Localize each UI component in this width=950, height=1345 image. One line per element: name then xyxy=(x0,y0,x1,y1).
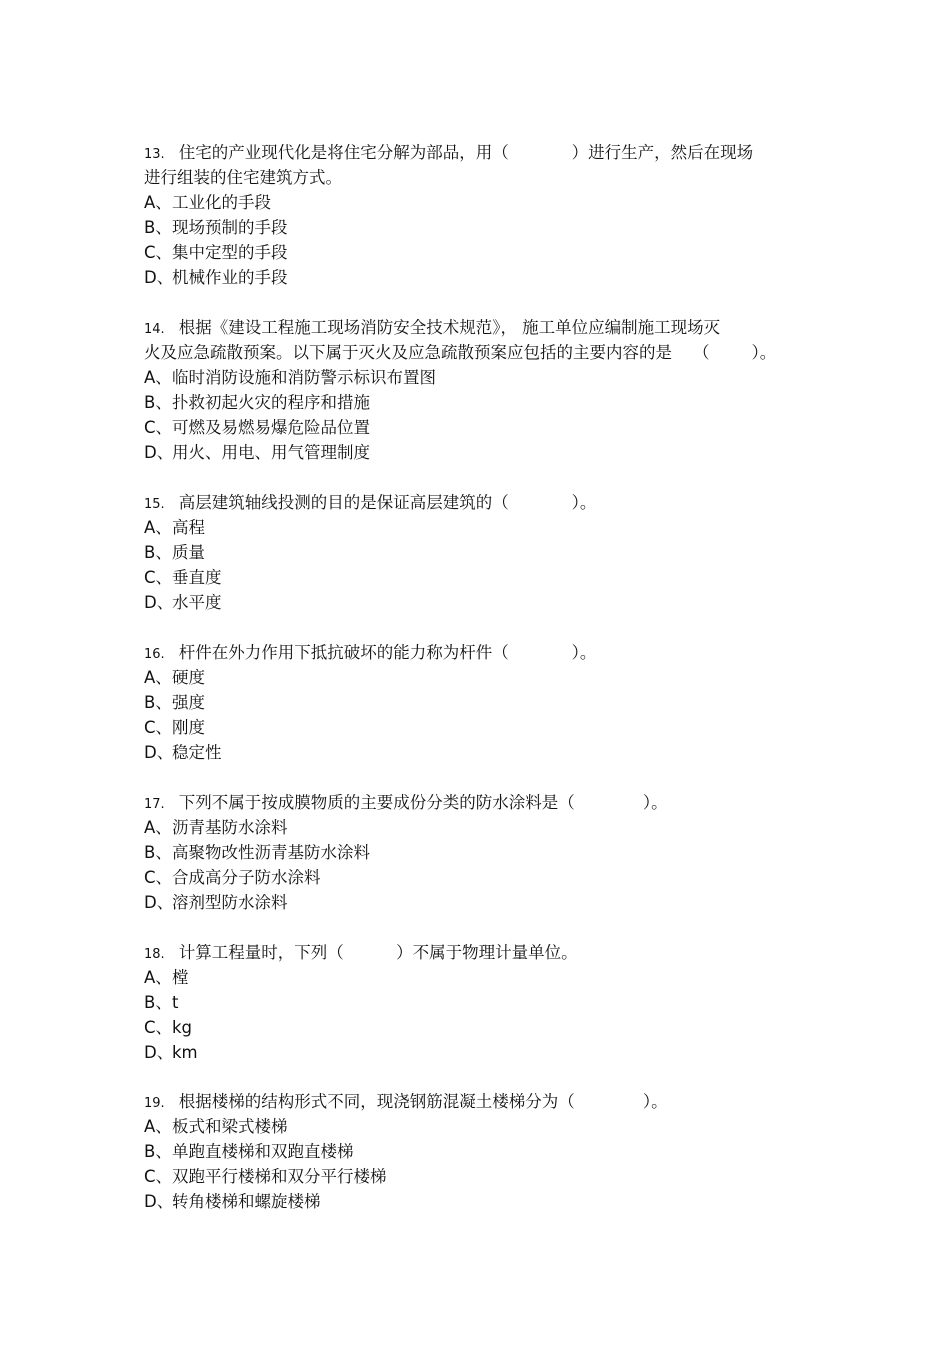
option-text: 强度 xyxy=(172,693,205,712)
option-text: 刚度 xyxy=(172,718,205,737)
option-text: 扑救初起火灾的程序和措施 xyxy=(172,393,370,412)
option-letter: C、 xyxy=(144,1167,173,1186)
option-letter: C、 xyxy=(144,1018,173,1037)
question-stem xyxy=(144,490,844,515)
option-a xyxy=(144,515,844,540)
option-a xyxy=(144,1114,844,1139)
option-b xyxy=(144,1139,844,1164)
option-letter: B、 xyxy=(144,218,172,237)
option-letter: A、 xyxy=(144,818,172,837)
question-number: 17. xyxy=(144,797,165,812)
option-letter: B、 xyxy=(144,1142,172,1161)
question-17 xyxy=(144,790,844,915)
option-text: 水平度 xyxy=(172,593,222,612)
option-letter: D、 xyxy=(144,1192,174,1211)
question-15 xyxy=(144,490,844,615)
question-14 xyxy=(144,315,844,465)
option-text: 溶剂型防水涂料 xyxy=(172,893,288,912)
option-letter: A、 xyxy=(144,193,172,212)
option-b xyxy=(144,690,844,715)
option-text: 用火、用电、用气管理制度 xyxy=(172,443,370,462)
option-b xyxy=(144,840,844,865)
question-stem xyxy=(144,1089,844,1114)
option-c xyxy=(144,1164,844,1189)
option-d xyxy=(144,590,844,615)
question-number: 19. xyxy=(144,1096,165,1111)
option-d xyxy=(144,440,844,465)
option-letter: D、 xyxy=(144,743,174,762)
question-stem xyxy=(144,790,844,815)
question-number: 16. xyxy=(144,647,165,662)
option-text: 质量 xyxy=(172,543,205,562)
option-text: 沥青基防水涂料 xyxy=(172,818,288,837)
question-stem xyxy=(144,640,844,665)
option-text: 板式和梁式楼梯 xyxy=(172,1117,288,1136)
option-c xyxy=(144,415,844,440)
option-text: 单跑直楼梯和双跑直楼梯 xyxy=(172,1142,354,1161)
option-letter: D、 xyxy=(144,593,174,612)
option-c xyxy=(144,1015,844,1040)
question-19 xyxy=(144,1089,844,1214)
question-stem xyxy=(144,315,844,340)
option-text: 现场预制的手段 xyxy=(172,218,288,237)
option-letter: C、 xyxy=(144,868,173,887)
option-text: 高程 xyxy=(172,518,205,537)
question-text: 杆件在外力作用下抵抗破坏的能力称为杆件（ ）。 xyxy=(178,643,597,662)
question-13 xyxy=(144,140,844,290)
option-letter: C、 xyxy=(144,418,173,437)
question-18 xyxy=(144,940,844,1065)
option-c xyxy=(144,865,844,890)
option-b xyxy=(144,215,844,240)
question-text: 高层建筑轴线投测的目的是保证高层建筑的（ ）。 xyxy=(178,493,597,512)
question-text: 根据《建设工程施工现场消防安全技术规范》， 施工单位应编制施工现场灭 xyxy=(178,318,721,337)
option-text: t xyxy=(172,993,179,1012)
option-letter: B、 xyxy=(144,993,172,1012)
option-letter: B、 xyxy=(144,543,172,562)
option-letter: A、 xyxy=(144,1117,172,1136)
question-16 xyxy=(144,640,844,765)
option-text: 硬度 xyxy=(172,668,205,687)
option-letter: D、 xyxy=(144,893,174,912)
option-c xyxy=(144,565,844,590)
option-letter: D、 xyxy=(144,268,174,287)
option-a xyxy=(144,665,844,690)
option-letter: D、 xyxy=(144,1043,174,1062)
option-letter: A、 xyxy=(144,668,172,687)
option-d xyxy=(144,740,844,765)
option-letter: A、 xyxy=(144,968,172,987)
option-b xyxy=(144,540,844,565)
option-a xyxy=(144,365,844,390)
option-text: 机械作业的手段 xyxy=(172,268,288,287)
option-c xyxy=(144,715,844,740)
question-text: 根据楼梯的结构形式不同，现浇钢筋混凝土楼梯分为（ ）。 xyxy=(178,1092,668,1111)
option-d xyxy=(144,890,844,915)
question-text-continued: 进行组装的住宅建筑方式。 xyxy=(144,168,342,187)
option-a xyxy=(144,815,844,840)
option-text: 可燃及易燃易爆危险品位置 xyxy=(172,418,370,437)
option-text: 高聚物改性沥青基防水涂料 xyxy=(172,843,370,862)
option-b xyxy=(144,990,844,1015)
option-letter: D、 xyxy=(144,443,174,462)
option-text: kg xyxy=(172,1018,193,1037)
question-number: 18. xyxy=(144,947,165,962)
option-letter: C、 xyxy=(144,243,173,262)
option-text: 集中定型的手段 xyxy=(172,243,288,262)
option-letter: B、 xyxy=(144,843,172,862)
option-letter: B、 xyxy=(144,693,172,712)
question-text: 下列不属于按成膜物质的主要成份分类的防水涂料是（ ）。 xyxy=(178,793,668,812)
question-number: 15. xyxy=(144,497,165,512)
option-a xyxy=(144,190,844,215)
option-letter: A、 xyxy=(144,368,172,387)
option-text: 合成高分子防水涂料 xyxy=(172,868,321,887)
option-letter: A、 xyxy=(144,518,172,537)
option-a xyxy=(144,965,844,990)
option-text: 樘 xyxy=(172,968,189,987)
option-text: 临时消防设施和消防警示标识布置图 xyxy=(172,368,436,387)
option-letter: C、 xyxy=(144,718,173,737)
question-number: 14. xyxy=(144,322,165,337)
question-number: 13. xyxy=(144,147,165,162)
option-b xyxy=(144,390,844,415)
question-stem xyxy=(144,140,844,165)
question-text-continued: 火及应急疏散预案。以下属于灭火及应急疏散预案应包括的主要内容的是 （ ）。 xyxy=(144,343,777,362)
option-d xyxy=(144,265,844,290)
option-letter: C、 xyxy=(144,568,173,587)
question-text: 住宅的产业现代化是将住宅分解为部品，用（ ）进行生产，然后在现场 xyxy=(178,143,754,162)
option-text: 稳定性 xyxy=(172,743,222,762)
option-d xyxy=(144,1189,844,1214)
option-d xyxy=(144,1040,844,1065)
option-text: 垂直度 xyxy=(172,568,222,587)
question-stem xyxy=(144,940,844,965)
option-c xyxy=(144,240,844,265)
option-text: km xyxy=(172,1043,198,1062)
option-text: 双跑平行楼梯和双分平行楼梯 xyxy=(172,1167,387,1186)
option-text: 工业化的手段 xyxy=(172,193,271,212)
option-letter: B、 xyxy=(144,393,172,412)
question-text: 计算工程量时，下列（ ）不属于物理计量单位。 xyxy=(178,943,578,962)
option-text: 转角楼梯和螺旋楼梯 xyxy=(172,1192,321,1211)
